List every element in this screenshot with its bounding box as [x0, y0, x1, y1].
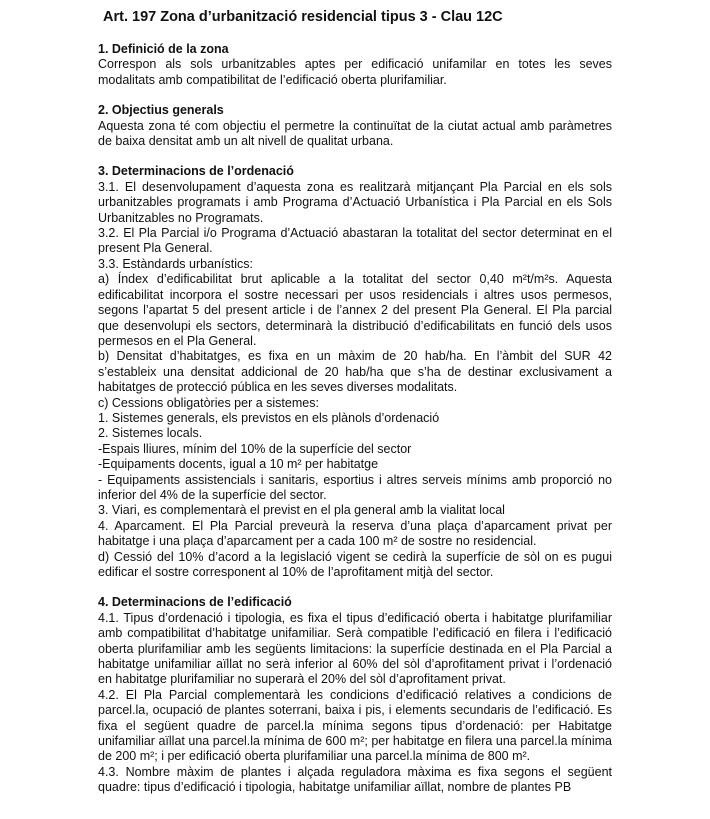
- paragraph: Aquesta zona té com objectiu el permetre la continuïtat de la ciutat actual amb paràmetres de baixa densitat amb un alt nivell de qualitat urbana.: [98, 118, 612, 149]
- paragraph: 3.2. El Pla Parcial i/o Programa d’Actuació abastaran la totalitat del sector determinat en el present Pla General.: [98, 226, 612, 256]
- paragraph: b) Densitat d’habitatges, es fixa en un màxim de 20 hab/ha. En l’àmbit del SUR 42 s’estableix una densitat addicional de 20 hab/ha que s’ha de destinar exclusivament a habitatges de protecció pública en les seves diverses modalitats.: [98, 349, 612, 395]
- paragraph: -Equipaments docents, igual a 10 m² per habitatge: [98, 457, 379, 472]
- paragraph: - Equipaments assistencials i sanitaris, esportius i altres serveis mínims amb proporció no inferior del 4% de la superfície del sector.: [98, 472, 612, 502]
- article-title: Art. 197 Zona d’urbanització residencial tipus 3 - Clau 12C: [103, 9, 503, 25]
- paragraph: Correspon als sols urbanitzables aptes per edificació unifamilar en totes les seves modalitats amb compatibilitat de l’edificació oberta plurifamiliar.: [98, 57, 612, 87]
- paragraph: 4. Aparcament. El Pla Parcial preveurà la reserva d’una plaça d’aparcament privat per habitatge i una plaça d’aparcament per a cada 100 m² de sostre no residencial.: [98, 518, 612, 549]
- paragraph: 2. Sistemes locals.: [98, 426, 203, 441]
- paragraph: a) Índex d’edificabilitat brut aplicable a la totalitat del sector 0,40 m²t/m²s. Aquesta edificabilitat incorpora el sostre necessari per usos residencials i altres usos permesos, segons l’apartat 5 del present article i de l’annex 2 del present Pla General. El Pla parcial que desenvolupi els sectors, determinarà la distribució d’edificabilitats en funció dels usos permesos en el Pla General.: [98, 272, 612, 348]
- paragraph: 4.3. Nombre màxim de plantes i alçada reguladora màxima es fixa segons el següent quadre: tipus d’edificació i tipologia, habitatge unifamiliar aïllat, nombre de plantes PB: [98, 764, 612, 795]
- paragraph: 4.2. El Pla Parcial complementarà les condicions d’edificació relatives a condicions de parcel.la, ocupació de plantes soterrani, baixa i pis, i elements secundaris de l’edificació. Es fixa el següent quadre de parcel.la mínima segons tipus d’ordenació: per Habitatge unifamiliar aïllat una parcel.la mínima de 600 m²; per habitatge en filera una parcel.la mínima de 200 m²; i per edificació oberta plurifamiliar una parcel.la mínima de 800 m².: [98, 687, 612, 764]
- section-definicio: [98, 42, 612, 88]
- section-heading: 4. Determinacions de l’edificació: [98, 595, 292, 610]
- paragraph: c) Cessions obligatòries per a sistemes:: [98, 395, 319, 410]
- section-heading: 2. Objectius generals: [98, 103, 224, 118]
- section-heading: 1. Definició de la zona: [98, 42, 229, 56]
- paragraph: 1. Sistemes generals, els previstos en els plànols d’ordenació: [98, 410, 440, 425]
- section-objectius: [98, 103, 612, 149]
- section-ordenacio: [98, 164, 612, 580]
- section-edificacio: [98, 595, 612, 795]
- paragraph: 4.1. Tipus d’ordenació i tipologia, es fixa el tipus d’edificació oberta i habitatge plurifamiliar amb compatibilitat d’habitatge unifamiliar. Serà compatible l’edificació en filera i l’edificació oberta plurifamiliar amb les següents limitacions: la superfície destinada en el Pla Parcial a habitatge unifamiliar aïllat no serà inferior al 60% del sòl d’aprofitament privat i l’ordenació en habitatge plurifamiliar no superarà el 20% del sòl d’aprofitament privat.: [98, 610, 612, 687]
- paragraph: -Espais lliures, mínim del 10% de la superfície del sector: [98, 441, 412, 456]
- paragraph: d) Cessió del 10% d’acord a la legislació vigent se cedirà la superfície de sòl on es pugui edificar el sostre corresponent al 10% de l’aprofitament mitjà del sector.: [98, 549, 612, 579]
- paragraph: 3. Viari, es complementarà el previst en el pla general amb la vialitat local: [98, 503, 505, 518]
- paragraph: 3.3. Estàndards urbanístics:: [98, 256, 253, 271]
- section-heading: 3. Determinacions de l’ordenació: [98, 164, 294, 179]
- paragraph: 3.1. El desenvolupament d’aquesta zona es realitzarà mitjançant Pla Parcial en els sols urbanitzables programats i amb Programa d’Actuació Urbanística i Pla Parcial en els Sols Urbanitzables no Programats.: [98, 179, 612, 225]
